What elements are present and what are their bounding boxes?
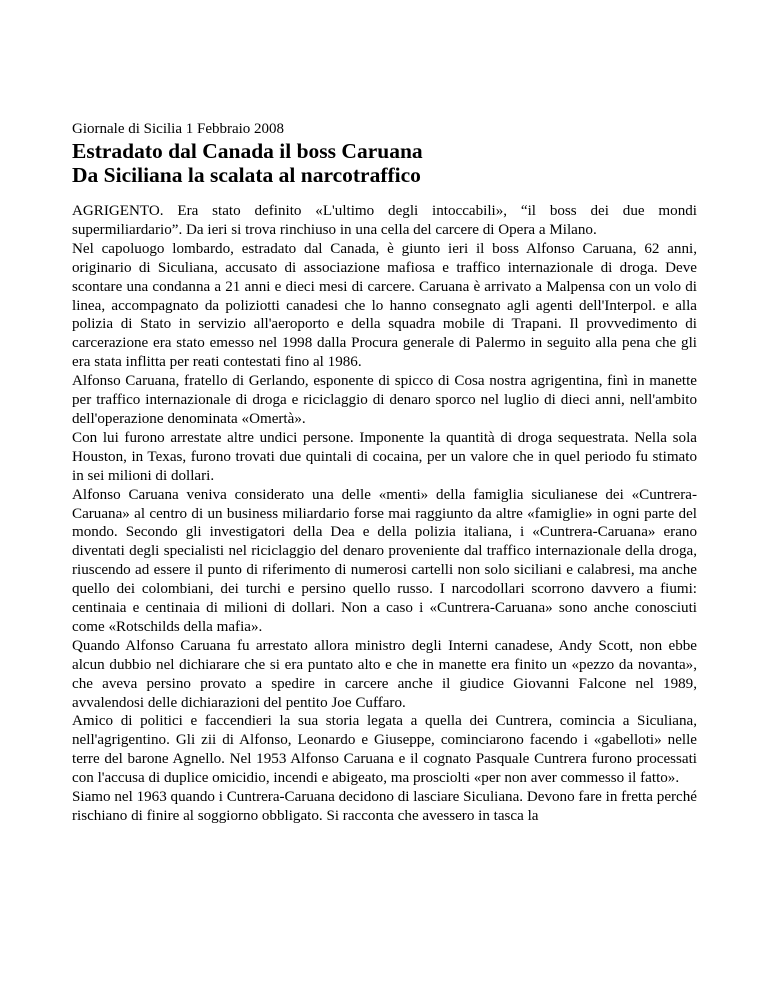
paragraph-4: Con lui furono arrestate altre undici persone. Imponente la quantità di droga sequestrata. Nella sola Houston, in Texas, furono trovati due quintali di cocaina, per un valore che in quel periodo fu stimato in sei milioni di dollari. [72, 429, 697, 484]
headline-line-2: Da Siciliana la scalata al narcotraffico [72, 163, 421, 187]
paragraph-2: Nel capoluogo lombardo, estradato dal Canada, è giunto ieri il boss Alfonso Caruana, 62 anni, originario di Siculiana, accusato di associazione mafiosa e traffico internazionale di droga. Deve scontare una condanna a 21 anni e dieci mesi di carcere. Caruana è arrivato a Malpensa con un volo di linea, accompagnato da poliziotti canadesi che lo hanno consegnato agli agenti dell'Interpol. e alla polizia di Stato in servizio all'aeroporto e della squadra mobile di Trapani. Il provvedimento di carcerazione era stato emesso nel 1998 dalla Procura generale di Palermo in seguito alla pena che gli era stata inflitta per reati contestati fino al 1986. [72, 240, 697, 371]
paragraph-5: Alfonso Caruana veniva considerato una delle «menti» della famiglia siculianese dei «Cuntrera-Caruana» al centro di un business miliardario forse mai raggiunto da altre «famiglie» in ogni parte del mondo. Secondo gli investigatori della Dea e della polizia italiana, i «Cuntrera-Caruana» erano diventati degli specialisti nel riciclaggio del denaro proveniente dal traffico internazionale della droga, riuscendo ad essere il punto di riferimento di numerosi cartelli non solo siciliani e calabresi, ma anche quello dei colombiani, dei turchi e persino quello russo. I narcodollari scorrono davvero a fiumi: centinaia e centinaia di milioni di dollari. Non a caso i «Cuntrera-Caruana» sono anche conosciuti come «Rotschilds della mafia». [72, 486, 697, 635]
headline-line-1: Estradato dal Canada il boss Caruana [72, 139, 423, 163]
newspaper-source-line: Giornale di Sicilia 1 Febbraio 2008 [72, 121, 285, 137]
paragraph-3: Alfonso Caruana, fratello di Gerlando, esponente di spicco di Cosa nostra agrigentina, finì in manette per traffico internazionale di droga e riciclaggio di denaro sporco nel luglio di dieci anni, nell'ambito dell'operazione denominata «Omertà». [72, 373, 697, 427]
paragraph-8: Siamo nel 1963 quando i Cuntrera-Caruana decidono di lasciare Siculiana. Devono fare in fretta perché rischiano di finire al soggiorno obbligato. Si racconta che avessero in tasca la [72, 789, 697, 824]
paragraph-7: Amico di politici e faccendieri la sua storia legata a quella dei Cuntrera, comincia a Siculiana, nell'agrigentino. Gli zii di Alfonso, Leonardo e Giuseppe, cominciarono facendo i «gabelloti» nelle terre del barone Agnello. Nel 1953 Alfonso Caruana e il cognato Pasquale Cuntrera furono processati con l'accusa di duplice omicidio, incendi e abigeato, ma prosciolti «per non aver commesso il fatto». [72, 713, 697, 787]
article-body [72, 202, 697, 826]
paragraph-6: Quando Alfonso Caruana fu arrestato allora ministro degli Interni canadese, Andy Scott, non ebbe alcun dubbio nel dichiarare che si era puntato alto e che in manette era finito un «pezzo da novanta», che aveva persino provato a spedire in carcere anche il giudice Giovanni Falcone nel 1989, avvalendosi delle dichiarazioni del pentito Joe Cuffaro. [72, 637, 697, 711]
document-page [72, 120, 697, 826]
paragraph-1: AGRIGENTO. Era stato definito «L'ultimo degli intoccabili», “il boss dei due mondi supermiliardario”. Da ieri si trova rinchiuso in una cella del carcere di Opera a Milano. [72, 203, 697, 238]
